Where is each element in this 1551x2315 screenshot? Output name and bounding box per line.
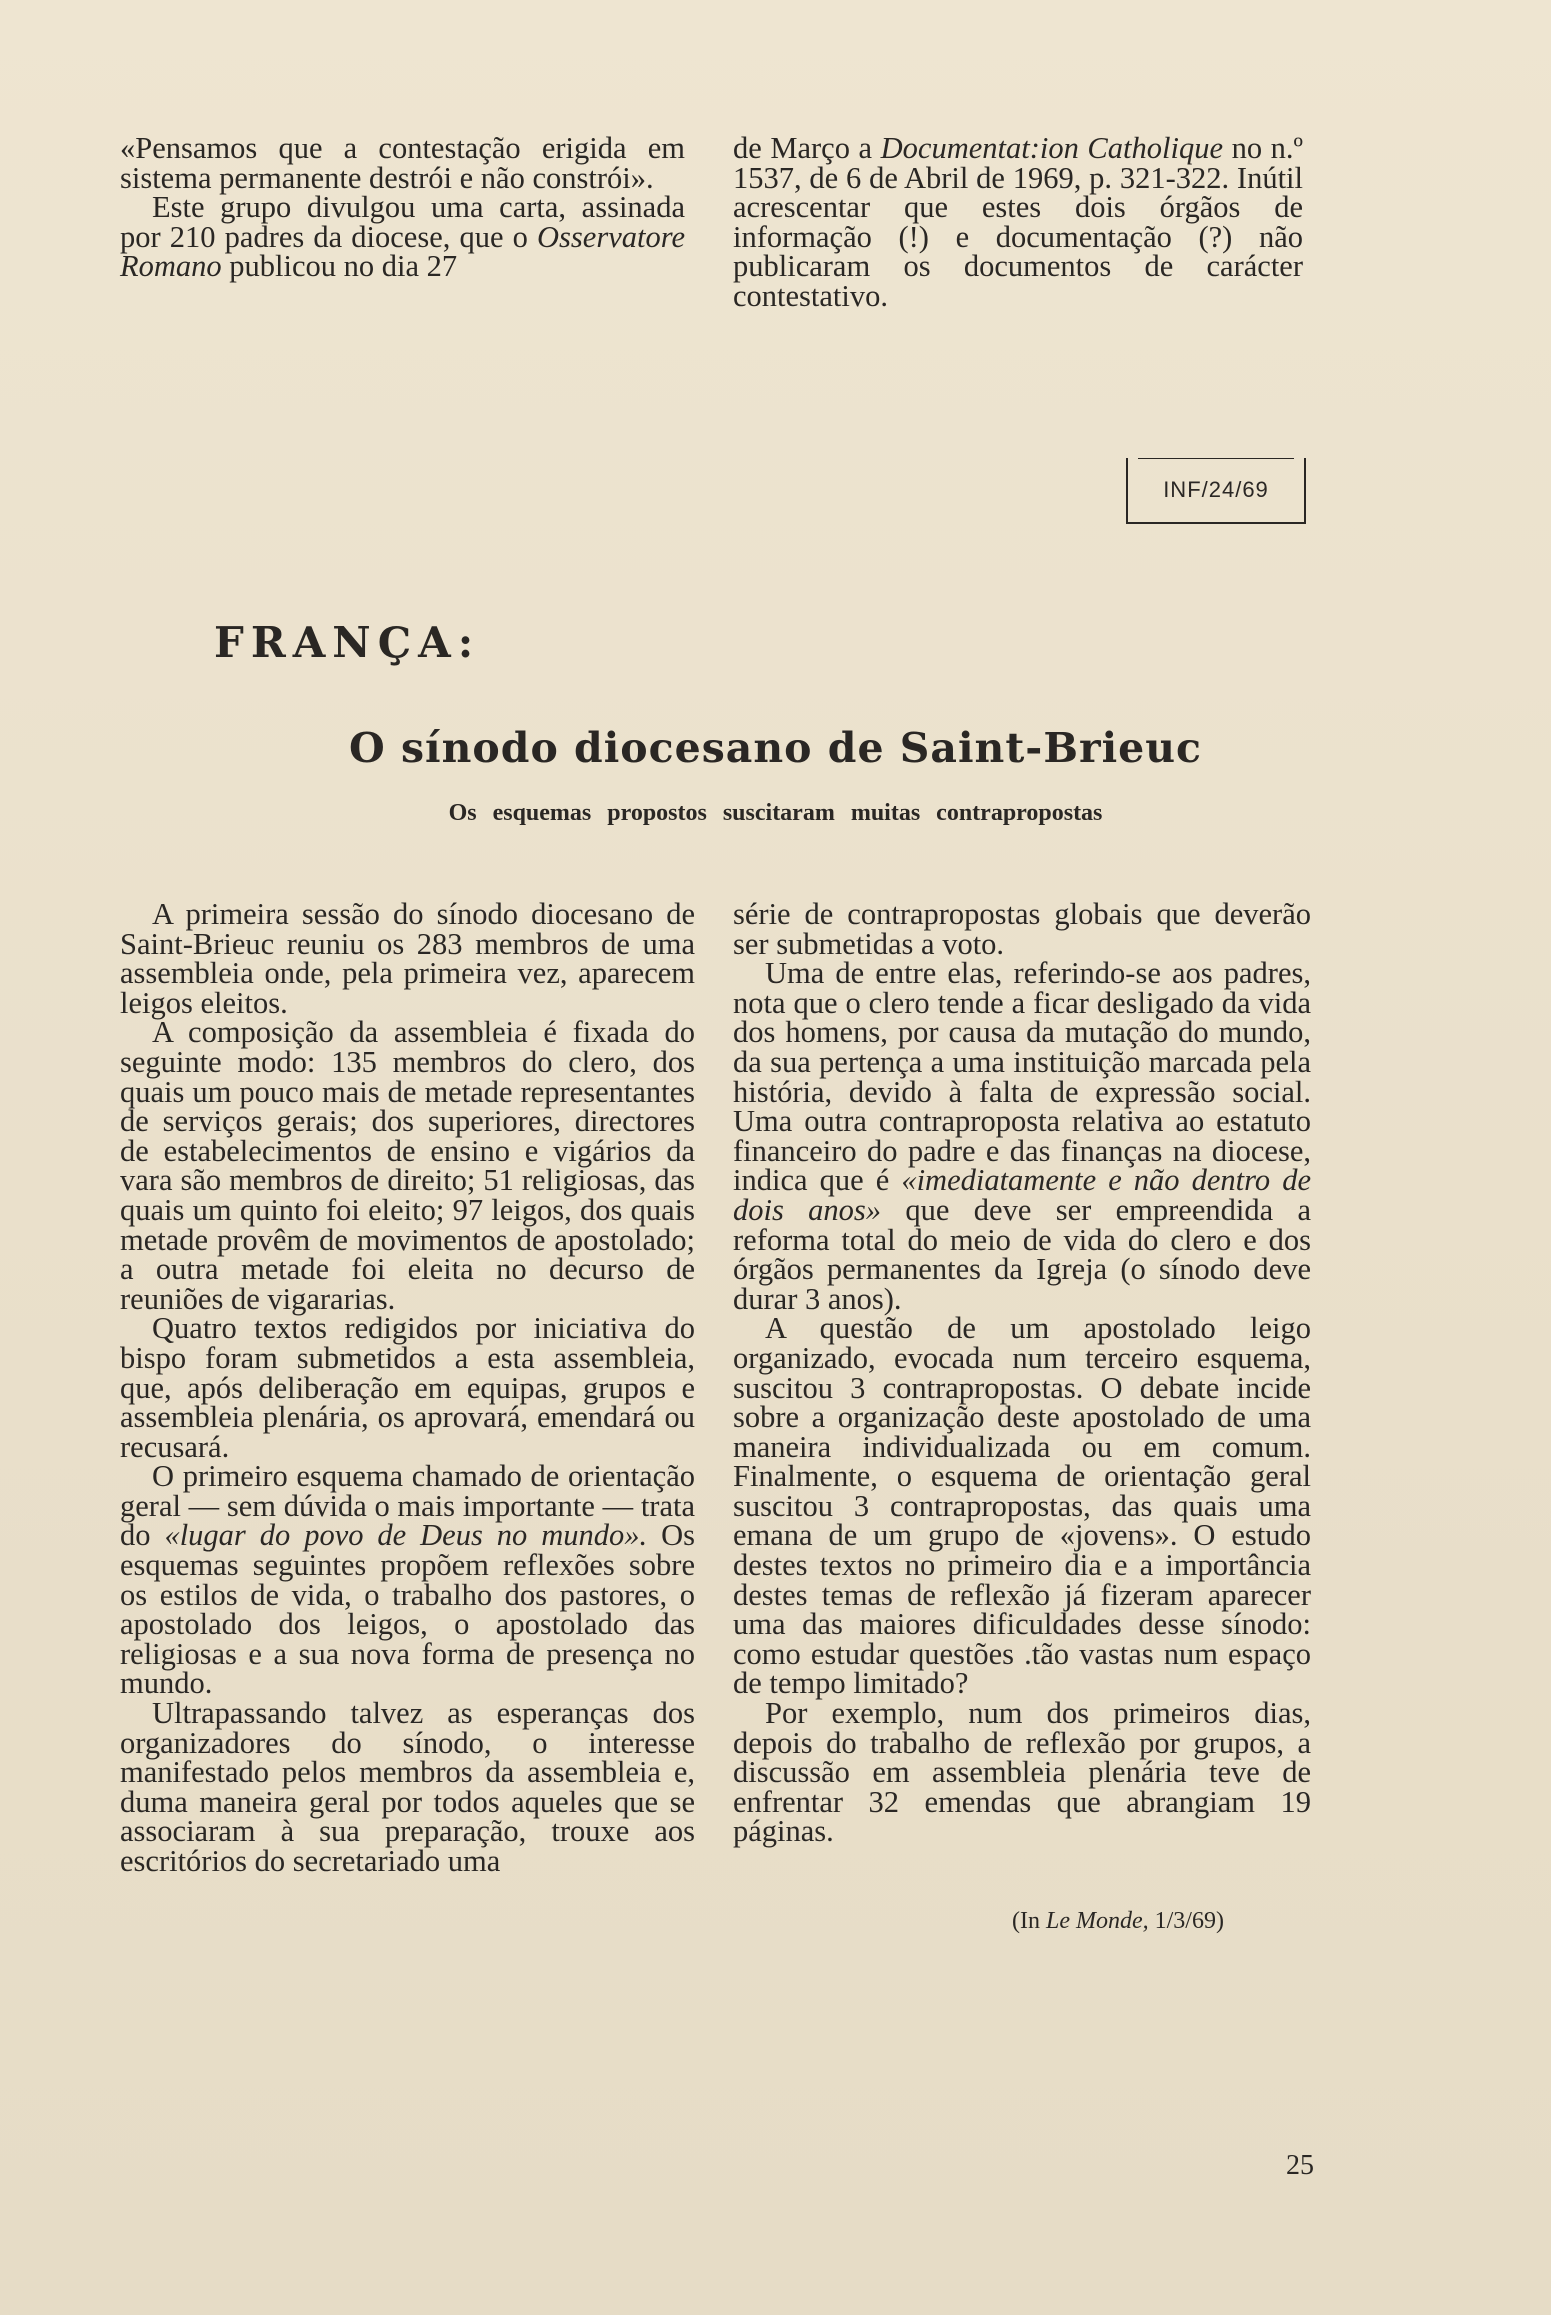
top-right-column bbox=[733, 131, 1303, 313]
paragraph bbox=[733, 131, 1303, 313]
paragraph bbox=[733, 956, 1311, 1316]
text-run: 1/3/69) bbox=[1148, 1908, 1224, 1934]
body-left-column bbox=[120, 897, 695, 1878]
paragraph: A primeira sessão do sínodo diocesano de Saint-Brieuc reuniu os 283 membros de uma assembleia onde, pela primeira vez, aparecem leigos eleitos. bbox=[120, 897, 695, 1020]
text-run: publicou no dia 27 bbox=[221, 249, 458, 284]
text-run: O primeiro esquema chamado de orientação geral — sem dúvida o mais importante — trata do bbox=[120, 1459, 695, 1553]
italic-text: Osservatore Romano bbox=[120, 219, 685, 284]
italic-text: «lugar do povo de Deus no mundo». bbox=[164, 1518, 648, 1553]
italic-text: Documentat:ion Catholique bbox=[880, 131, 1223, 165]
text-run: Uma de entre elas, referindo-se aos padres, nota que o clero tende a ficar desligado da vida dos homens, por causa da mutação do mundo, da sua pertença a uma instituição marcada pela história, devido à falta de expressão social. Uma outra contraproposta relativa ao estatuto financeiro do padre e das finanças na diocese, indica que é bbox=[733, 956, 1311, 1198]
text-run: Este grupo divulgou uma carta, assinada por 210 padres da diocese, que o bbox=[120, 190, 685, 254]
body-right-column bbox=[733, 897, 1311, 1849]
paragraph bbox=[120, 190, 685, 284]
italic-text: «imediatamente e não dentro de dois anos» bbox=[733, 1163, 1311, 1227]
article-title: O sínodo diocesano de Saint-Brieuc bbox=[348, 724, 1203, 772]
reference-box-line bbox=[1138, 458, 1294, 459]
page-number: 25 bbox=[1286, 2150, 1314, 2181]
text-run: Os esquemas seguintes propõem reflexões sobre os estilos de vida, o trabalho dos pastores, o apostolado dos leigos, o apostolado das religiosas e a sua nova forma de presença no mundo. bbox=[120, 1518, 695, 1701]
paragraph: A composição da assembleia é fixada do seguinte modo: 135 membros do clero, dos quais um pouco mais de metade representantes de serviços gerais; dos superiores, directores de estabelecimentos de ensino e vigários da vara são membros de direito; 51 religiosas, das quais um quinto foi eleito; 97 leigos, dos quais metade provêm de movimentos de apostolado; a outra metade foi eleita no decurso de reuniões de vigararias. bbox=[120, 1015, 695, 1316]
source-citation bbox=[1012, 1908, 1224, 1935]
paragraph: Por exemplo, num dos primeiros dias, depois do trabalho de reflexão por grupos, a discussão em assembleia plenária teve de enfrentar 32 emendas que abrangiam 19 páginas. bbox=[733, 1696, 1311, 1849]
paragraph: Quatro textos redigidos por iniciativa do bispo foram submetidos a esta assembleia, que, após deliberação em equipas, grupos e assembleia plenária, os aprovará, emendará ou recusará. bbox=[120, 1311, 695, 1464]
paragraph: Ultrapassando talvez as esperanças dos organizadores do sínodo, o interesse manifestado pelos membros da assembleia e, duma maneira geral por todos aqueles que se associaram à sua preparação, trouxe aos escritórios do secretariado uma bbox=[120, 1696, 695, 1878]
quote-paragraph: «Pensamos que a contestação erigida em sistema permanente destrói e não constrói». bbox=[120, 131, 685, 195]
text-run: de Março a bbox=[733, 131, 881, 165]
text-run: (In bbox=[1012, 1908, 1046, 1934]
paragraph bbox=[120, 1459, 695, 1701]
text-run: que deve ser empreendida a reforma total do meio de vida do clero e dos órgãos permanentes da Igreja (o sínodo deve durar 3 anos). bbox=[733, 1192, 1311, 1316]
top-left-column bbox=[120, 131, 685, 284]
paragraph: A questão de um apostolado leigo organizado, evocada num terceiro esquema, suscitou 3 contrapropostas. O debate incide sobre a organização deste apostolado de uma maneira individualizada ou em comum. Finalmente, o esquema de orientação geral suscitou 3 contrapropostas, das quais uma emana de um grupo de «jovens». O estudo destes textos no primeiro dia e a importância destes temas de reflexão já fizeram aparecer uma das maiores dificuldades desse sínodo: como estudar questões .tão vastas num espaço de tempo limitado? bbox=[733, 1311, 1311, 1701]
reference-box bbox=[1126, 458, 1306, 524]
article-subtitle: Os esquemas propostos suscitaram muitas contrapropostas bbox=[448, 800, 1103, 826]
italic-text: Le Monde, bbox=[1045, 1908, 1149, 1934]
country-heading: FRANÇA: bbox=[214, 618, 481, 667]
paragraph: série de contrapropostas globais que deverão ser submetidas a voto. bbox=[733, 897, 1311, 961]
text-run: no n.º 1537, de 6 de Abril de 1969, p. 321-322. Inútil acrescentar que estes dois órgãos de informação (!) e documentação (?) não publicaram os documentos de carácter contestativo. bbox=[733, 131, 1303, 313]
reference-code: INF/24/69 bbox=[1163, 477, 1269, 502]
